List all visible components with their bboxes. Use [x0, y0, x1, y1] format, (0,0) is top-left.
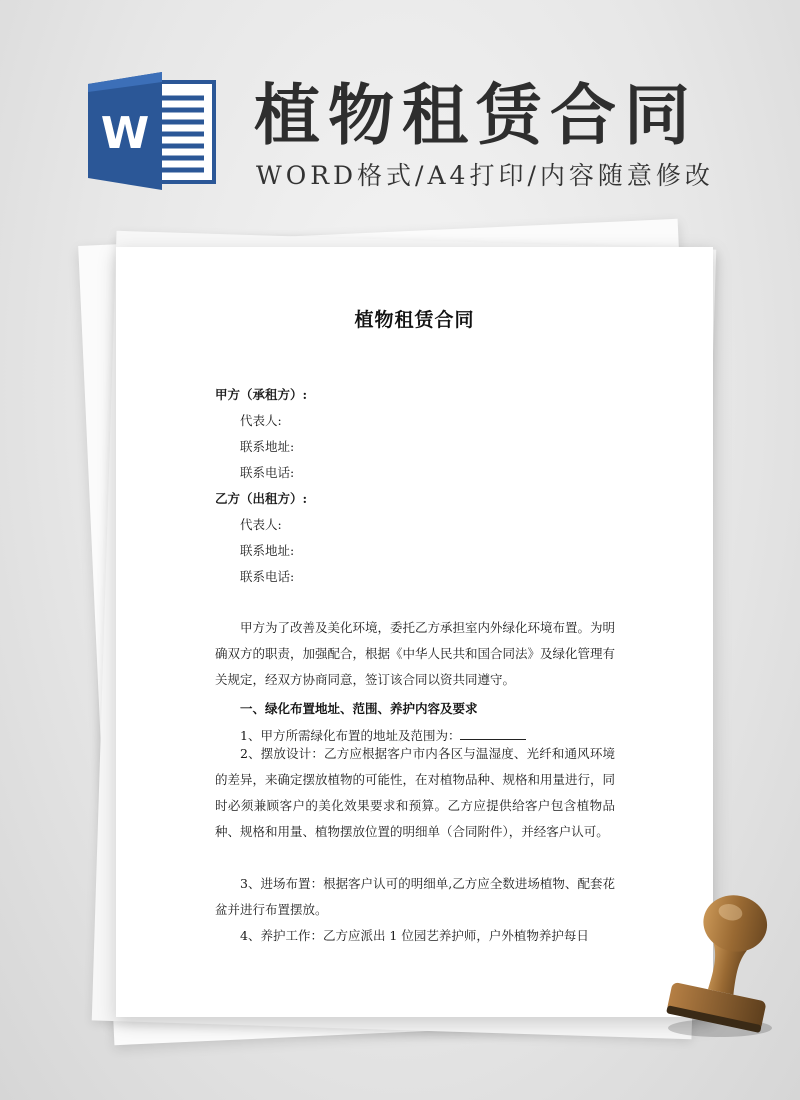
banner-title: 植物租赁合同 — [254, 77, 698, 154]
party-a-label: 甲方（承租方）: — [215, 387, 308, 402]
document-title: 植物租赁合同 — [354, 309, 475, 331]
party-b-phone: 联系电话: — [240, 569, 295, 584]
section-1-heading: 一、绿化布置地址、范围、养护内容及要求 — [240, 701, 478, 716]
item-2: 2、摆放设计：乙方应根据客户市内各区与温湿度、光纤和通风环境的差异，来确定摆放植物的可能性，在对植物品种、规格和用量进行，同时必须兼顾客户的美化效果要求和预算。乙方应提供给客户包含植物品种、规格和用量、植物摆放位置的明细单（合同附件），并经客户认可。 — [215, 746, 616, 839]
party-b-representative: 代表人: — [240, 517, 282, 532]
logo-letter: W — [100, 108, 150, 159]
party-b-label: 乙方（出租方）: — [215, 491, 308, 506]
rubber-stamp-icon — [650, 880, 780, 1040]
party-a-representative: 代表人: — [240, 413, 282, 428]
banner-subtitle: WORD格式/A4打印/内容随意修改 — [256, 161, 714, 190]
item-1-text: 1、甲方所需绿化布置的地址及范围为： — [240, 728, 461, 743]
party-a-phone: 联系电话: — [240, 465, 295, 480]
item-3: 3、进场布置：根据客户认可的明细单,乙方应全数进场植物、配套花盆并进行布置摆放。 — [215, 876, 615, 917]
intro-paragraph: 甲方为了改善及美化环境，委托乙方承担室内外绿化环境布置。为明确双方的职责，加强配合，根据《中华人民共和国合同法》及绿化管理有关规定，经双方协商同意，签订该合同以资共同遵守。 — [215, 620, 616, 687]
party-b-address: 联系地址: — [240, 543, 295, 558]
party-a-address: 联系地址: — [240, 439, 295, 454]
word-document-icon — [88, 72, 218, 190]
address-blank-line — [460, 727, 526, 740]
item-4: 4、养护工作：乙方应派出 1 位园艺养护师，户外植物养护每日 — [240, 928, 589, 943]
document-page — [116, 247, 713, 1017]
